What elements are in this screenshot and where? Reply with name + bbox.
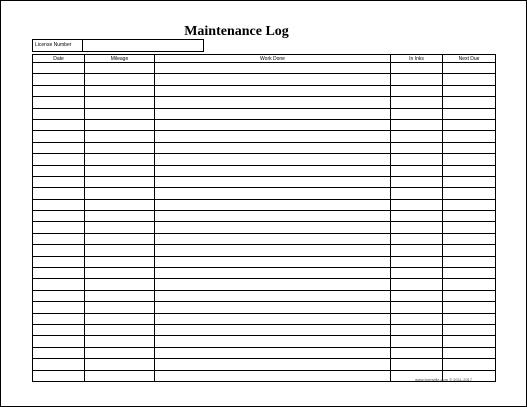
next-due-cell[interactable] (443, 279, 496, 290)
mileage-cell[interactable] (85, 347, 155, 358)
work-done-cell[interactable] (155, 336, 391, 347)
mileage-cell[interactable] (85, 142, 155, 153)
table-row (33, 336, 496, 347)
date-cell[interactable] (33, 290, 85, 301)
in-inks-cell[interactable] (391, 85, 443, 96)
in-inks-cell[interactable] (391, 108, 443, 119)
date-cell[interactable] (33, 63, 85, 74)
next-due-cell[interactable] (443, 233, 496, 244)
table-row (33, 74, 496, 85)
mileage-cell[interactable] (85, 63, 155, 74)
next-due-cell[interactable] (443, 165, 496, 176)
table-row (33, 313, 496, 324)
work-done-cell[interactable] (155, 97, 391, 108)
date-cell[interactable] (33, 222, 85, 233)
table-row (33, 222, 496, 233)
in-inks-cell[interactable] (391, 142, 443, 153)
in-inks-cell[interactable] (391, 302, 443, 313)
mileage-cell[interactable] (85, 188, 155, 199)
next-due-cell[interactable] (443, 176, 496, 187)
column-header-in-inks: In Inks (391, 55, 443, 63)
date-cell[interactable] (33, 85, 85, 96)
table-row (33, 279, 496, 290)
column-header-mileage: Mileage (85, 55, 155, 63)
log-table (32, 54, 496, 382)
date-cell[interactable] (33, 188, 85, 199)
date-cell[interactable] (33, 119, 85, 130)
mileage-cell[interactable] (85, 108, 155, 119)
work-done-cell[interactable] (155, 222, 391, 233)
next-due-cell[interactable] (443, 63, 496, 74)
mileage-cell[interactable] (85, 256, 155, 267)
next-due-cell[interactable] (443, 290, 496, 301)
in-inks-cell[interactable] (391, 233, 443, 244)
in-inks-cell[interactable] (391, 97, 443, 108)
in-inks-cell[interactable] (391, 199, 443, 210)
mileage-cell[interactable] (85, 279, 155, 290)
work-done-cell[interactable] (155, 302, 391, 313)
in-inks-cell[interactable] (391, 222, 443, 233)
next-due-cell[interactable] (443, 324, 496, 335)
next-due-cell[interactable] (443, 359, 496, 370)
next-due-cell[interactable] (443, 256, 496, 267)
work-done-cell[interactable] (155, 370, 391, 381)
work-done-cell[interactable] (155, 245, 391, 256)
table-row (33, 142, 496, 153)
table-row (33, 97, 496, 108)
in-inks-cell[interactable] (391, 131, 443, 142)
next-due-cell[interactable] (443, 222, 496, 233)
table-row (33, 256, 496, 267)
table-row (33, 188, 496, 199)
date-cell[interactable] (33, 97, 85, 108)
next-due-cell[interactable] (443, 131, 496, 142)
date-cell[interactable] (33, 256, 85, 267)
work-done-cell[interactable] (155, 63, 391, 74)
work-done-cell[interactable] (155, 268, 391, 279)
date-cell[interactable] (33, 268, 85, 279)
table-row (33, 85, 496, 96)
column-header-date: Date (33, 55, 85, 63)
page-title: Maintenance Log (184, 24, 289, 39)
work-done-cell[interactable] (155, 290, 391, 301)
in-inks-cell[interactable] (391, 211, 443, 222)
table-row (33, 324, 496, 335)
mileage-cell[interactable] (85, 324, 155, 335)
work-done-cell[interactable] (155, 119, 391, 130)
column-header-work-done: Work Done (155, 55, 391, 63)
date-cell[interactable] (33, 108, 85, 119)
mileage-cell[interactable] (85, 85, 155, 96)
date-cell[interactable] (33, 302, 85, 313)
next-due-cell[interactable] (443, 119, 496, 130)
table-row (33, 199, 496, 210)
next-due-cell[interactable] (443, 85, 496, 96)
next-due-cell[interactable] (443, 142, 496, 153)
in-inks-cell[interactable] (391, 176, 443, 187)
table-row (33, 131, 496, 142)
license-number-box (32, 39, 204, 52)
work-done-cell[interactable] (155, 313, 391, 324)
date-cell[interactable] (33, 74, 85, 85)
work-done-cell[interactable] (155, 233, 391, 244)
mileage-cell[interactable] (85, 119, 155, 130)
table-row (33, 165, 496, 176)
in-inks-cell[interactable] (391, 347, 443, 358)
mileage-cell[interactable] (85, 290, 155, 301)
mileage-cell[interactable] (85, 74, 155, 85)
footer-credit: www.formville.com © 2011-2017 (415, 377, 473, 382)
work-done-cell[interactable] (155, 176, 391, 187)
date-cell[interactable] (33, 245, 85, 256)
work-done-cell[interactable] (155, 279, 391, 290)
work-done-cell[interactable] (155, 85, 391, 96)
in-inks-cell[interactable] (391, 268, 443, 279)
next-due-cell[interactable] (443, 347, 496, 358)
date-cell[interactable] (33, 131, 85, 142)
table-row (33, 290, 496, 301)
date-cell[interactable] (33, 154, 85, 165)
mileage-cell[interactable] (85, 199, 155, 210)
work-done-cell[interactable] (155, 188, 391, 199)
date-cell[interactable] (33, 347, 85, 358)
in-inks-cell[interactable] (391, 313, 443, 324)
work-done-cell[interactable] (155, 142, 391, 153)
mileage-cell[interactable] (85, 359, 155, 370)
work-done-cell[interactable] (155, 131, 391, 142)
work-done-cell[interactable] (155, 211, 391, 222)
next-due-cell[interactable] (443, 108, 496, 119)
work-done-cell[interactable] (155, 324, 391, 335)
in-inks-cell[interactable] (391, 63, 443, 74)
date-cell[interactable] (33, 199, 85, 210)
log-table-body (33, 63, 496, 382)
table-row (33, 302, 496, 313)
table-row (33, 119, 496, 130)
table-row (33, 211, 496, 222)
in-inks-cell[interactable] (391, 245, 443, 256)
mileage-cell[interactable] (85, 245, 155, 256)
mileage-cell[interactable] (85, 370, 155, 381)
column-header-next-due: Next Due (443, 55, 496, 63)
table-row (33, 268, 496, 279)
date-cell[interactable] (33, 359, 85, 370)
work-done-cell[interactable] (155, 165, 391, 176)
date-cell[interactable] (33, 165, 85, 176)
table-row (33, 347, 496, 358)
in-inks-cell[interactable] (391, 256, 443, 267)
table-row (33, 233, 496, 244)
next-due-cell[interactable] (443, 154, 496, 165)
next-due-cell[interactable] (443, 188, 496, 199)
work-done-cell[interactable] (155, 256, 391, 267)
next-due-cell[interactable] (443, 313, 496, 324)
table-row (33, 154, 496, 165)
next-due-cell[interactable] (443, 245, 496, 256)
work-done-cell[interactable] (155, 347, 391, 358)
date-cell[interactable] (33, 176, 85, 187)
next-due-cell[interactable] (443, 211, 496, 222)
table-row (33, 245, 496, 256)
next-due-cell[interactable] (443, 336, 496, 347)
mileage-cell[interactable] (85, 268, 155, 279)
mileage-cell[interactable] (85, 336, 155, 347)
in-inks-cell[interactable] (391, 74, 443, 85)
mileage-cell[interactable] (85, 176, 155, 187)
in-inks-cell[interactable] (391, 336, 443, 347)
table-row (33, 359, 496, 370)
in-inks-cell[interactable] (391, 290, 443, 301)
work-done-cell[interactable] (155, 74, 391, 85)
license-number-field[interactable] (83, 40, 203, 51)
date-cell[interactable] (33, 370, 85, 381)
next-due-cell[interactable] (443, 302, 496, 313)
next-due-cell[interactable] (443, 97, 496, 108)
date-cell[interactable] (33, 313, 85, 324)
in-inks-cell[interactable] (391, 279, 443, 290)
table-row (33, 63, 496, 74)
next-due-cell[interactable] (443, 74, 496, 85)
work-done-cell[interactable] (155, 154, 391, 165)
in-inks-cell[interactable] (391, 324, 443, 335)
next-due-cell[interactable] (443, 199, 496, 210)
table-row (33, 108, 496, 119)
work-done-cell[interactable] (155, 359, 391, 370)
mileage-cell[interactable] (85, 165, 155, 176)
license-number-label: License Number (33, 40, 83, 51)
date-cell[interactable] (33, 142, 85, 153)
in-inks-cell[interactable] (391, 154, 443, 165)
mileage-cell[interactable] (85, 131, 155, 142)
mileage-cell[interactable] (85, 222, 155, 233)
date-cell[interactable] (33, 279, 85, 290)
date-cell[interactable] (33, 324, 85, 335)
date-cell[interactable] (33, 233, 85, 244)
in-inks-cell[interactable] (391, 359, 443, 370)
next-due-cell[interactable] (443, 268, 496, 279)
mileage-cell[interactable] (85, 97, 155, 108)
mileage-cell[interactable] (85, 302, 155, 313)
work-done-cell[interactable] (155, 199, 391, 210)
date-cell[interactable] (33, 211, 85, 222)
mileage-cell[interactable] (85, 211, 155, 222)
header-row (33, 55, 496, 63)
mileage-cell[interactable] (85, 313, 155, 324)
mileage-cell[interactable] (85, 154, 155, 165)
date-cell[interactable] (33, 336, 85, 347)
mileage-cell[interactable] (85, 233, 155, 244)
in-inks-cell[interactable] (391, 165, 443, 176)
in-inks-cell[interactable] (391, 188, 443, 199)
table-row (33, 176, 496, 187)
in-inks-cell[interactable] (391, 119, 443, 130)
work-done-cell[interactable] (155, 108, 391, 119)
